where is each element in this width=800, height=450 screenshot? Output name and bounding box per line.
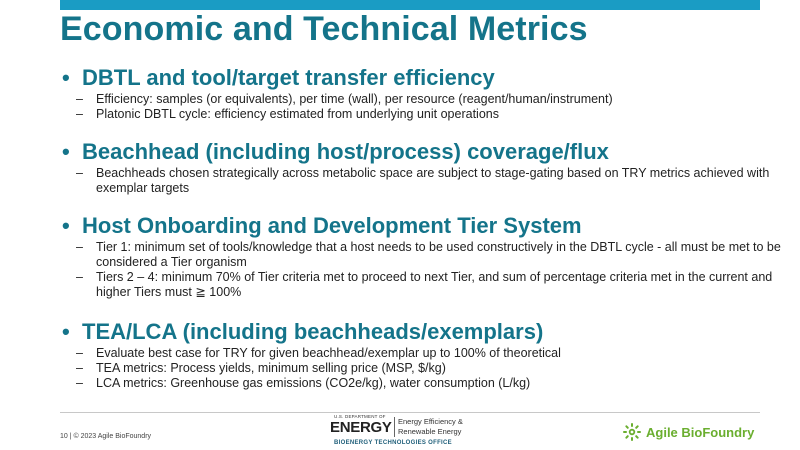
list-item [76, 107, 782, 122]
logo-divider [394, 417, 395, 437]
dash-icon: – [76, 107, 83, 121]
section-heading [62, 64, 782, 92]
heading-text: Beachhead (including host/process) coverage/flux [82, 139, 609, 164]
bullet-icon: • [62, 65, 70, 90]
list-item-text: Tier 1: minimum set of tools/knowledge that a host needs to be used constructively in the DBTL cycle - all must be met to be considered a Tier organism [96, 240, 781, 269]
eere-line2: Renewable Energy [398, 427, 462, 436]
dash-icon: – [76, 166, 83, 180]
list-item-text: LCA metrics: Greenhouse gas emissions (CO2e/kg), water consumption (L/kg) [96, 376, 531, 390]
heading-text: TEA/LCA (including beachheads/exemplars) [82, 319, 544, 344]
section-heading [62, 318, 782, 346]
dash-icon: – [76, 270, 83, 284]
section-tea-lca [62, 318, 782, 391]
section-tier-system [62, 212, 782, 300]
list-item [76, 270, 782, 300]
dash-icon: – [76, 376, 83, 390]
heading-text: Host Onboarding and Development Tier System [82, 213, 582, 238]
doe-energy-text: ENERGY [330, 419, 392, 436]
section-beachhead [62, 138, 782, 196]
agile-biofoundry-text: Agile BioFoundry [646, 424, 755, 440]
bullet-icon: • [62, 319, 70, 344]
bto-office-text: BIOENERGY TECHNOLOGIES OFFICE [334, 440, 452, 446]
dash-icon: – [76, 346, 83, 360]
list-item [76, 92, 782, 107]
doe-eere-logo [328, 414, 498, 448]
list-item-text: Efficiency: samples (or equivalents), per time (wall), per resource (reagent/human/instrument) [96, 92, 613, 106]
eere-line1: Energy Efficiency & [398, 417, 463, 426]
section-heading [62, 138, 782, 166]
heading-text: DBTL and tool/target transfer efficiency [82, 65, 495, 90]
list-item [76, 376, 782, 391]
footer-divider [60, 412, 760, 413]
list-item-text: Evaluate best case for TRY for given beachhead/exemplar up to 100% of theoretical [96, 346, 561, 360]
dash-icon: – [76, 240, 83, 254]
bullet-icon: • [62, 213, 70, 238]
doe-dept-text: U.S. DEPARTMENT OF [334, 414, 386, 419]
section-dbtl [62, 64, 782, 122]
list-item-text: Beachheads chosen strategically across metabolic space are subject to stage-gating based on TRY metrics achieved with exemplar targets [96, 166, 770, 195]
biofoundry-gear-icon [622, 422, 642, 442]
dash-icon: – [76, 361, 83, 375]
list-item [76, 166, 782, 196]
list-item [76, 240, 782, 270]
dash-icon: – [76, 92, 83, 106]
slide-title: Economic and Technical Metrics [60, 10, 588, 48]
top-accent-bar [60, 0, 760, 10]
list-item [76, 346, 782, 361]
footer-page-copyright: 10 | © 2023 Agile BioFoundry [60, 433, 152, 440]
list-item [76, 361, 782, 376]
bullet-icon: • [62, 139, 70, 164]
section-heading [62, 212, 782, 240]
list-item-text: TEA metrics: Process yields, minimum selling price (MSP, $/kg) [96, 361, 446, 375]
list-item-text: Platonic DBTL cycle: efficiency estimated from underlying unit operations [96, 107, 499, 121]
agile-biofoundry-logo [622, 422, 754, 442]
list-item-text: Tiers 2 – 4: minimum 70% of Tier criteria met to proceed to next Tier, and sum of percentage criteria met in the current and higher Tiers must ≧ 100% [96, 270, 773, 299]
